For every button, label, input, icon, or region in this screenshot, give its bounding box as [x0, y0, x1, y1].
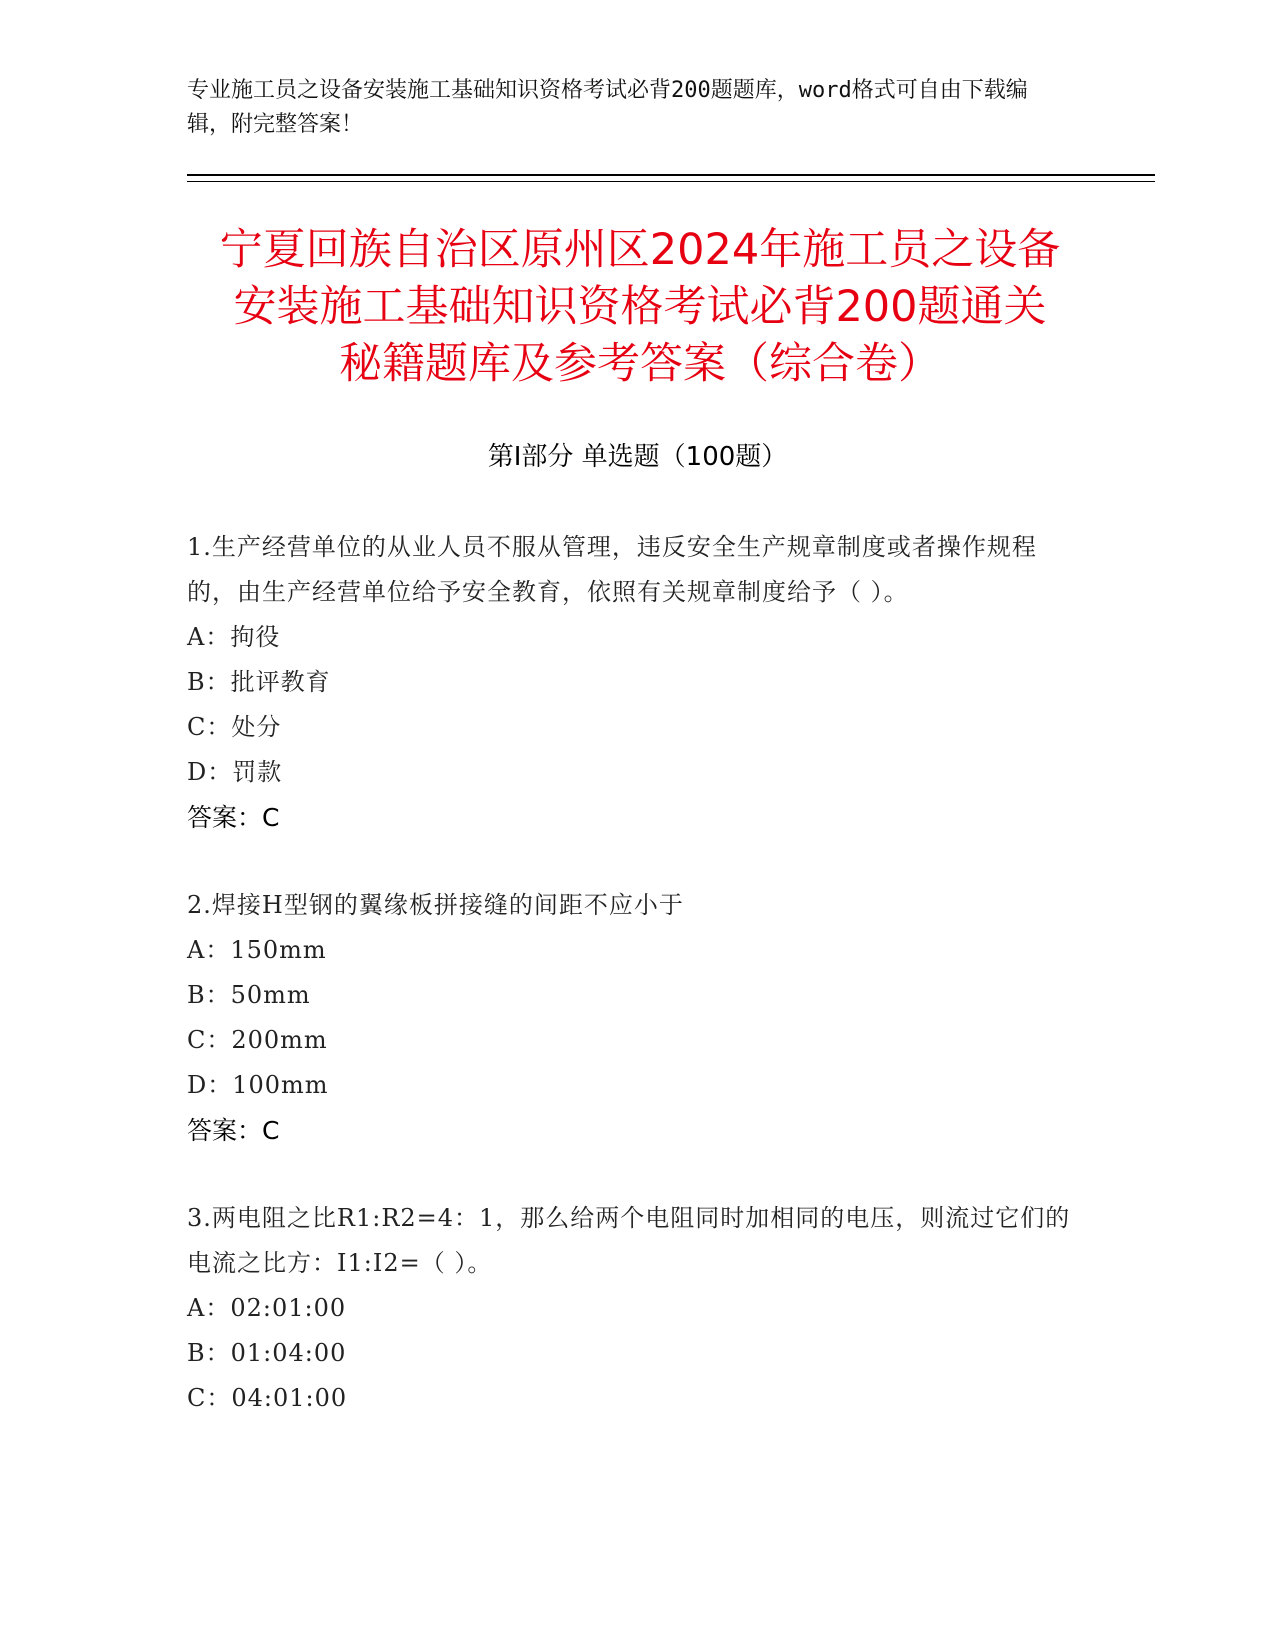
option-a: A：拘役 [187, 623, 281, 651]
option-c: C：处分 [187, 713, 282, 741]
option-a: A：02:01:00 [187, 1294, 347, 1322]
title-line-1: 宁夏回族自治区原州区2024年施工员之设备 [219, 225, 1061, 275]
title-line-3: 秘籍题库及参考答案（综合卷） [339, 339, 941, 389]
option-c: C：200mm [187, 1026, 328, 1054]
header-note: 专业施工员之设备安装施工基础知识资格考试必背200题题库，word格式可自由下载编辑，附完整答案！ [187, 78, 1028, 137]
section-heading: 第Ⅰ部分 单选题（100题） [487, 442, 788, 472]
title-line-2: 安装施工基础知识资格考试必背200题通关 [233, 282, 1047, 332]
option-a: A：150mm [187, 936, 327, 964]
question-stem: 1.生产经营单位的从业人员不服从管理，违反安全生产规章制度或者操作规程的，由生产经营单位给予安全教育，依照有关规章制度给予（ ）。 [187, 533, 1037, 606]
document-title [150, 222, 1130, 393]
question-3 [187, 1196, 1077, 1421]
option-d: D：罚款 [187, 758, 283, 786]
option-b: B：50mm [187, 981, 311, 1009]
question-stem: 3.两电阻之比R1:R2=4：1，那么给两个电阻同时加相同的电压，则流过它们的电流之比方：I1:I2=（ ）。 [187, 1204, 1071, 1277]
question-2 [187, 883, 1077, 1153]
question-stem: 2.焊接H型钢的翼缘板拼接缝的间距不应小于 [187, 891, 684, 919]
header-divider-thin [187, 181, 1155, 182]
header-divider-thick [187, 174, 1155, 176]
answer: 答案：C [187, 1116, 280, 1145]
question-1 [187, 525, 1077, 840]
option-c: C：04:01:00 [187, 1384, 348, 1412]
option-b: B：批评教育 [187, 668, 331, 696]
option-b: B：01:04:00 [187, 1339, 347, 1367]
answer: 答案：C [187, 803, 280, 832]
question-list [187, 525, 1077, 1464]
option-d: D：100mm [187, 1071, 329, 1099]
